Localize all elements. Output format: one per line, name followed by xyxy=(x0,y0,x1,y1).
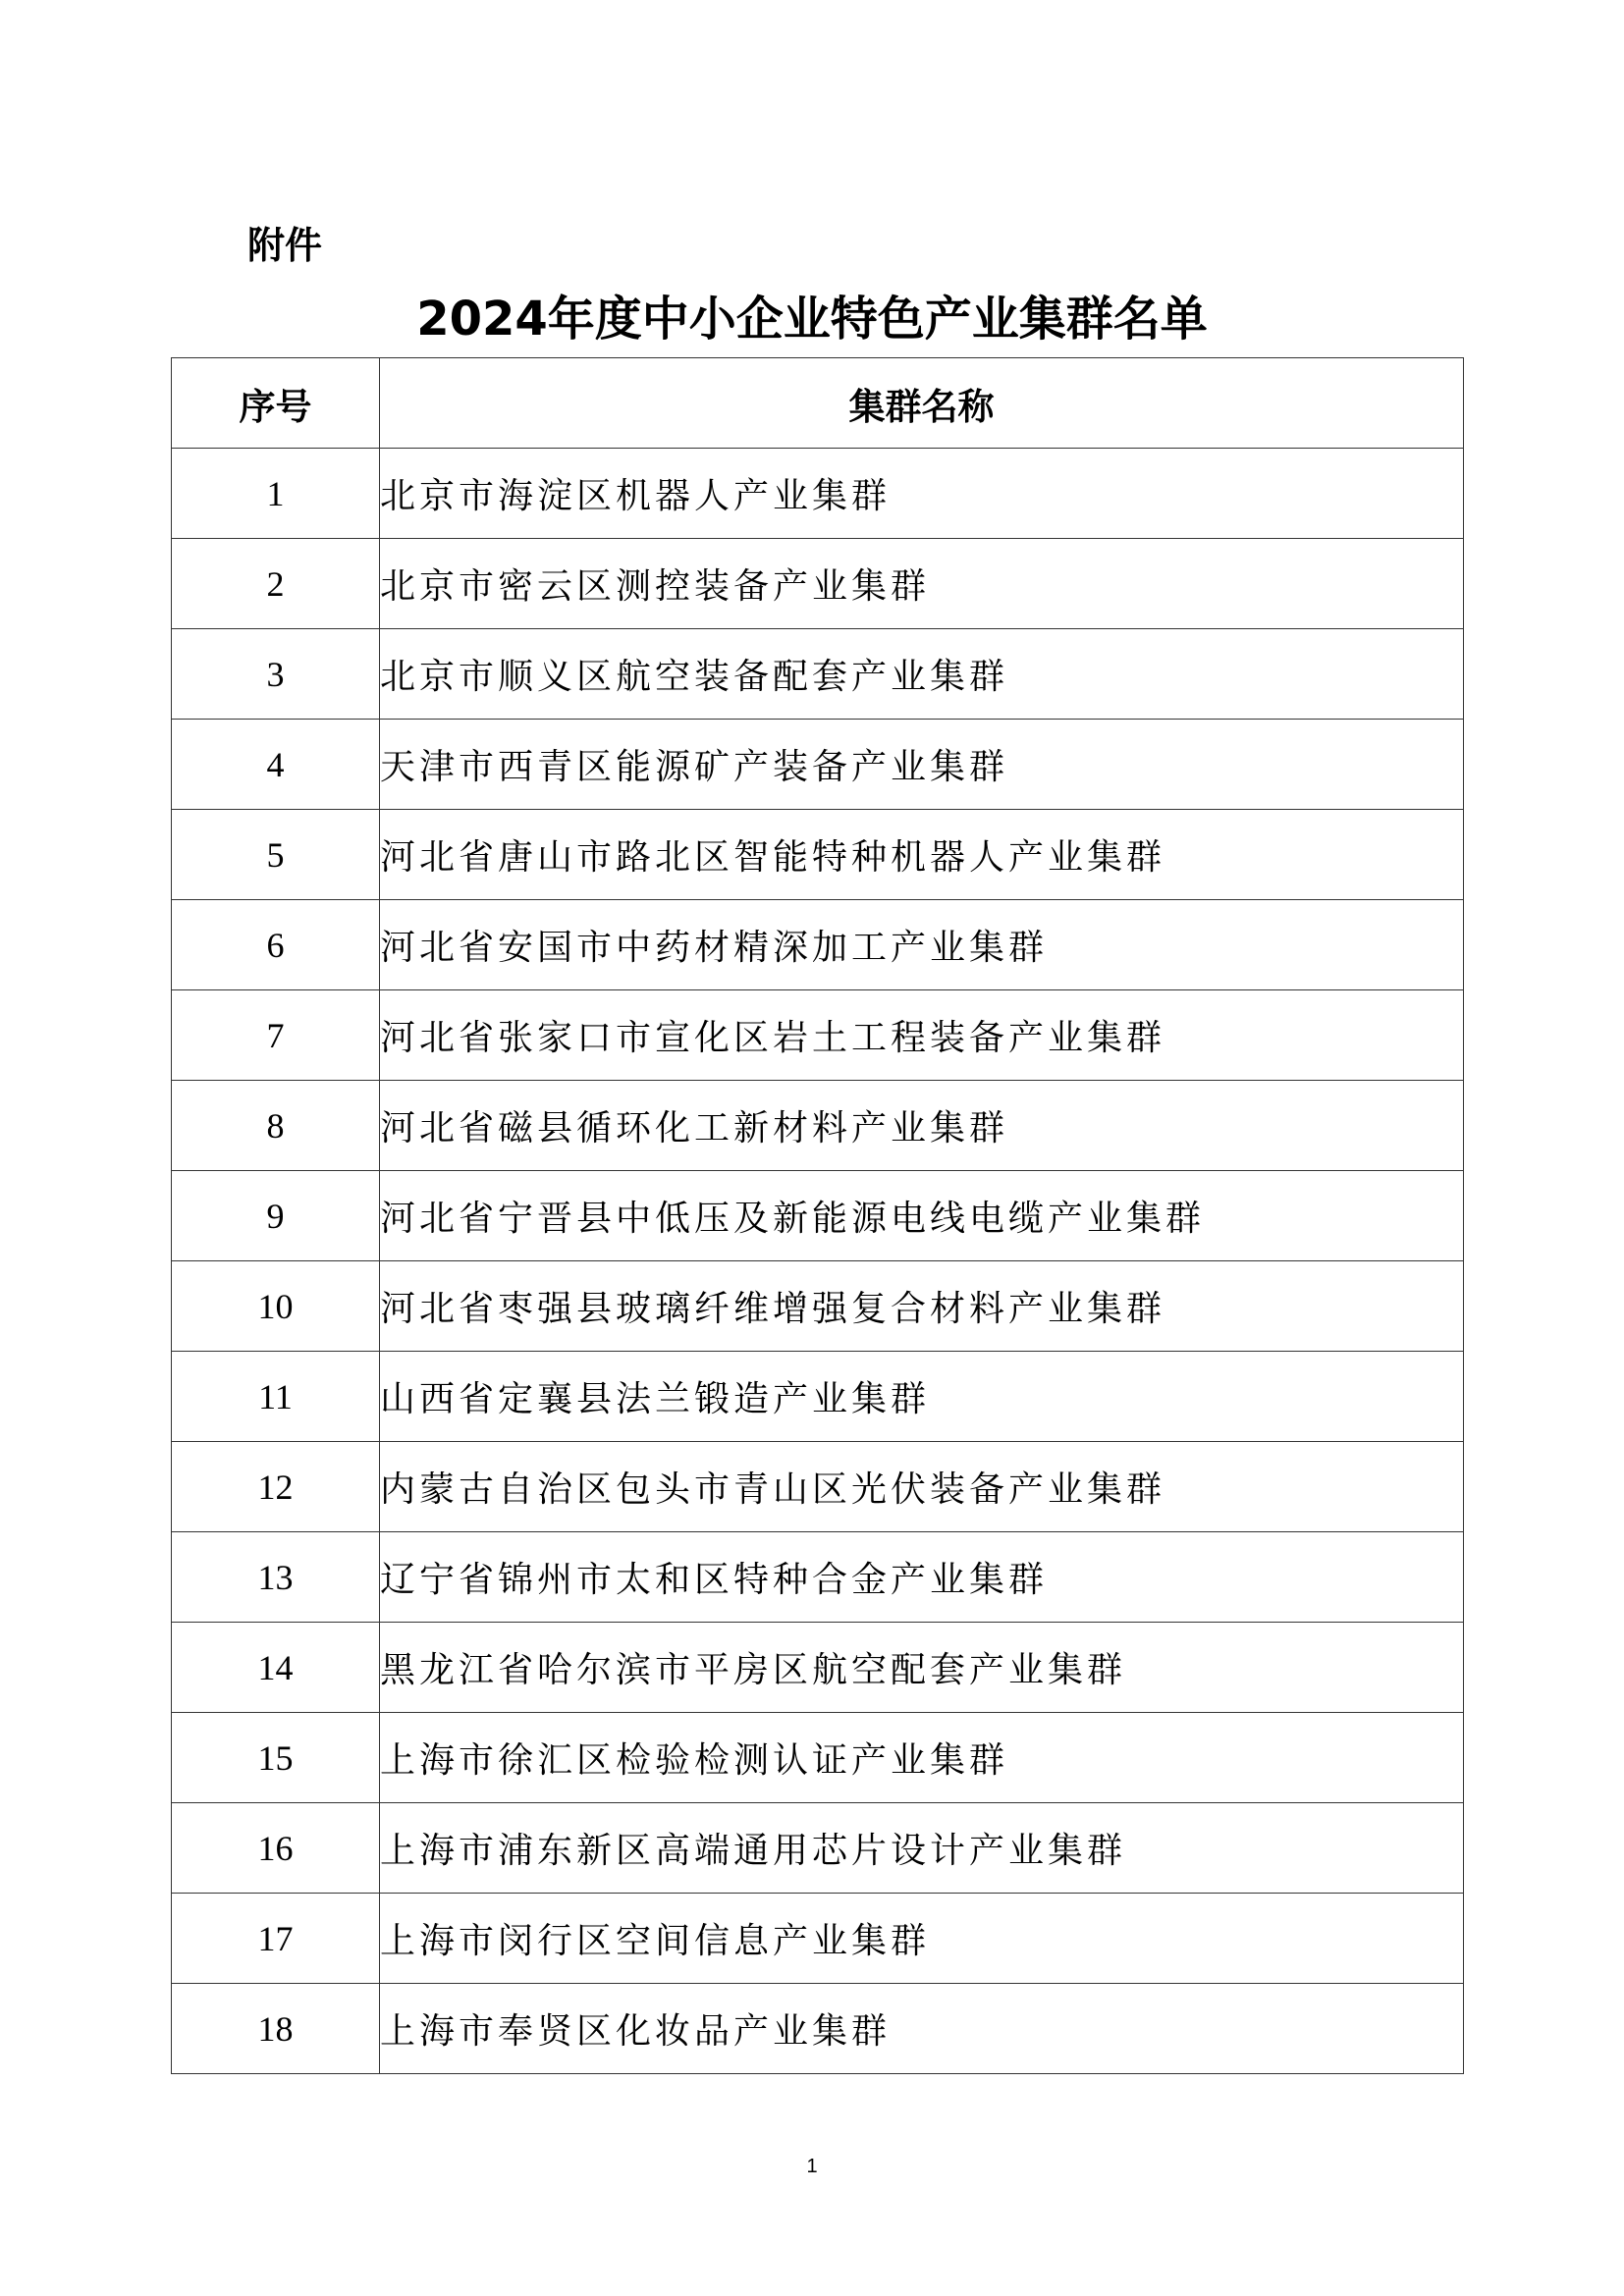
table-row xyxy=(172,1894,1464,1984)
row-number: 4 xyxy=(172,720,380,810)
table-body xyxy=(172,449,1464,2074)
row-number: 8 xyxy=(172,1081,380,1171)
row-number: 1 xyxy=(172,449,380,539)
row-number: 14 xyxy=(172,1623,380,1713)
row-number: 2 xyxy=(172,539,380,629)
row-number: 15 xyxy=(172,1713,380,1803)
row-number: 9 xyxy=(172,1171,380,1261)
row-number: 17 xyxy=(172,1894,380,1984)
table-row xyxy=(172,1713,1464,1803)
cluster-name: 黑龙江省哈尔滨市平房区航空配套产业集群 xyxy=(380,1623,1464,1713)
table-row xyxy=(172,449,1464,539)
table-row xyxy=(172,1171,1464,1261)
cluster-name: 辽宁省锦州市太和区特种合金产业集群 xyxy=(380,1532,1464,1623)
table-row xyxy=(172,1352,1464,1442)
cluster-name: 内蒙古自治区包头市青山区光伏装备产业集群 xyxy=(380,1442,1464,1532)
cluster-table xyxy=(171,357,1464,2074)
cluster-name: 河北省唐山市路北区智能特种机器人产业集群 xyxy=(380,810,1464,900)
row-number: 6 xyxy=(172,900,380,990)
cluster-name: 河北省磁县循环化工新材料产业集群 xyxy=(380,1081,1464,1171)
row-number: 7 xyxy=(172,990,380,1081)
cluster-name: 上海市奉贤区化妆品产业集群 xyxy=(380,1984,1464,2074)
cluster-name: 北京市海淀区机器人产业集群 xyxy=(380,449,1464,539)
row-number: 16 xyxy=(172,1803,380,1894)
cluster-name: 河北省枣强县玻璃纤维增强复合材料产业集群 xyxy=(380,1261,1464,1352)
cluster-name: 北京市密云区测控装备产业集群 xyxy=(380,539,1464,629)
table-row xyxy=(172,720,1464,810)
table-row xyxy=(172,900,1464,990)
row-number: 5 xyxy=(172,810,380,900)
table-row xyxy=(172,1803,1464,1894)
cluster-name: 河北省安国市中药材精深加工产业集群 xyxy=(380,900,1464,990)
table-row xyxy=(172,1532,1464,1623)
table-row xyxy=(172,629,1464,720)
table-header-row xyxy=(172,358,1464,449)
table-row xyxy=(172,1623,1464,1713)
table-row xyxy=(172,810,1464,900)
attachment-label: 附件 xyxy=(247,224,323,267)
row-number: 3 xyxy=(172,629,380,720)
row-number: 10 xyxy=(172,1261,380,1352)
table-row xyxy=(172,990,1464,1081)
table-row xyxy=(172,1081,1464,1171)
cluster-name: 上海市闵行区空间信息产业集群 xyxy=(380,1894,1464,1984)
cluster-name: 山西省定襄县法兰锻造产业集群 xyxy=(380,1352,1464,1442)
cluster-name: 上海市浦东新区高端通用芯片设计产业集群 xyxy=(380,1803,1464,1894)
row-number: 18 xyxy=(172,1984,380,2074)
column-header-no: 序号 xyxy=(172,358,380,449)
row-number: 12 xyxy=(172,1442,380,1532)
cluster-name: 上海市徐汇区检验检测认证产业集群 xyxy=(380,1713,1464,1803)
column-header-name: 集群名称 xyxy=(380,358,1464,449)
table-row xyxy=(172,539,1464,629)
cluster-name: 天津市西青区能源矿产装备产业集群 xyxy=(380,720,1464,810)
cluster-name: 北京市顺义区航空装备配套产业集群 xyxy=(380,629,1464,720)
page-title: 2024年度中小企业特色产业集群名单 xyxy=(416,292,1208,347)
row-number: 13 xyxy=(172,1532,380,1623)
cluster-name: 河北省宁晋县中低压及新能源电线电缆产业集群 xyxy=(380,1171,1464,1261)
page-number: 1 xyxy=(806,2156,818,2177)
row-number: 11 xyxy=(172,1352,380,1442)
table-row xyxy=(172,1261,1464,1352)
cluster-name: 河北省张家口市宣化区岩土工程装备产业集群 xyxy=(380,990,1464,1081)
table-row xyxy=(172,1984,1464,2074)
table-row xyxy=(172,1442,1464,1532)
